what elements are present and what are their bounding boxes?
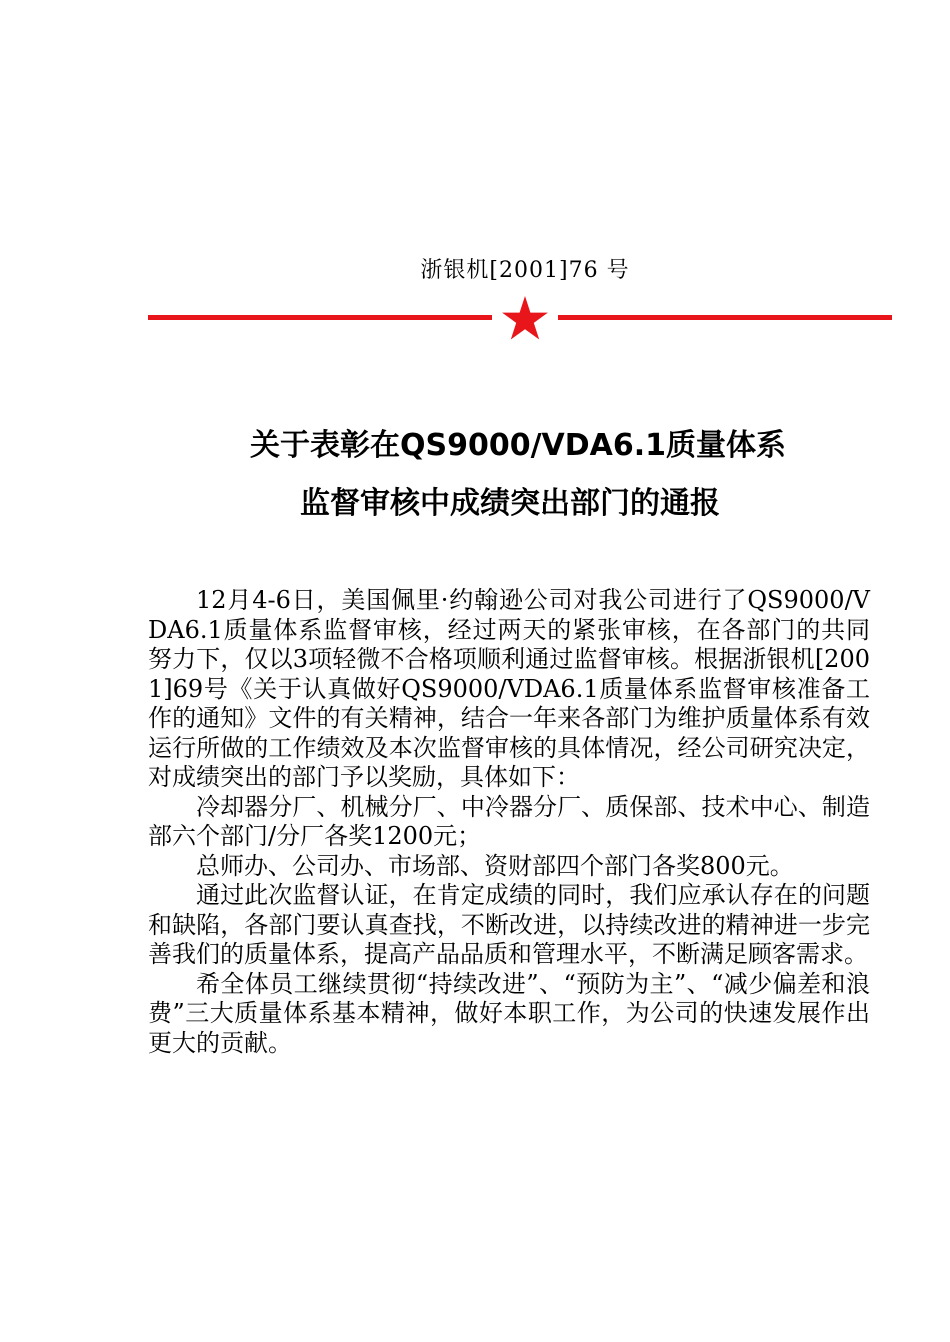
body-paragraph-award-800: 总师办、公司办、市场部、资财部四个部门各奖800元。	[196, 851, 794, 880]
body-paragraph-audit-result: 12月4-6日，美国佩里·约翰逊公司对我公司进行了QS9000/VDA6.1质量体系监督审核，经过两天的紧张审核，在各部门的共同努力下，仅以3项轻微不合格项顺利通过监督审核。根据浙银机[2001]69号《关于认真做好QS9000/VDA6.1质量体系监督审核准备工作的通知》文件的有关精神，结合一年来各部门为维护质量体系有效运行所做的工作绩效及本次监督审核的具体情况，经公司研究决定，对成绩突出的部门予以奖励，具体如下：	[148, 586, 870, 791]
document-number: 浙银机[2001]76 号	[420, 258, 630, 283]
body-paragraph-improvement: 通过此次监督认证，在肯定成绩的同时，我们应承认存在的问题和缺陷，各部门要认真查找，不断改进，以持续改进的精神进一步完善我们的质量体系，提高产品品质和管理水平，不断满足顾客需求。	[148, 881, 870, 968]
red-star-icon	[502, 296, 548, 340]
red-header-divider	[148, 296, 892, 342]
document-title-line-1: 关于表彰在QS9000/VDA6.1质量体系	[249, 428, 787, 463]
body-paragraph-closing: 希全体员工继续贯彻“持续改进”、“预防为主”、“减少偏差和浪费”三大质量体系基本精神，做好本职工作，为公司的快速发展作出更大的贡献。	[148, 969, 870, 1057]
body-paragraph-award-1200: 冷却器分厂、机械分厂、中冷器分厂、质保部、技术中心、制造部六个部门/分厂各奖1200元；	[148, 792, 870, 850]
document-title-line-2: 监督审核中成绩突出部门的通报	[300, 486, 720, 521]
divider-line-right	[558, 315, 892, 320]
document-body	[148, 586, 870, 1058]
divider-line-left	[148, 315, 492, 320]
